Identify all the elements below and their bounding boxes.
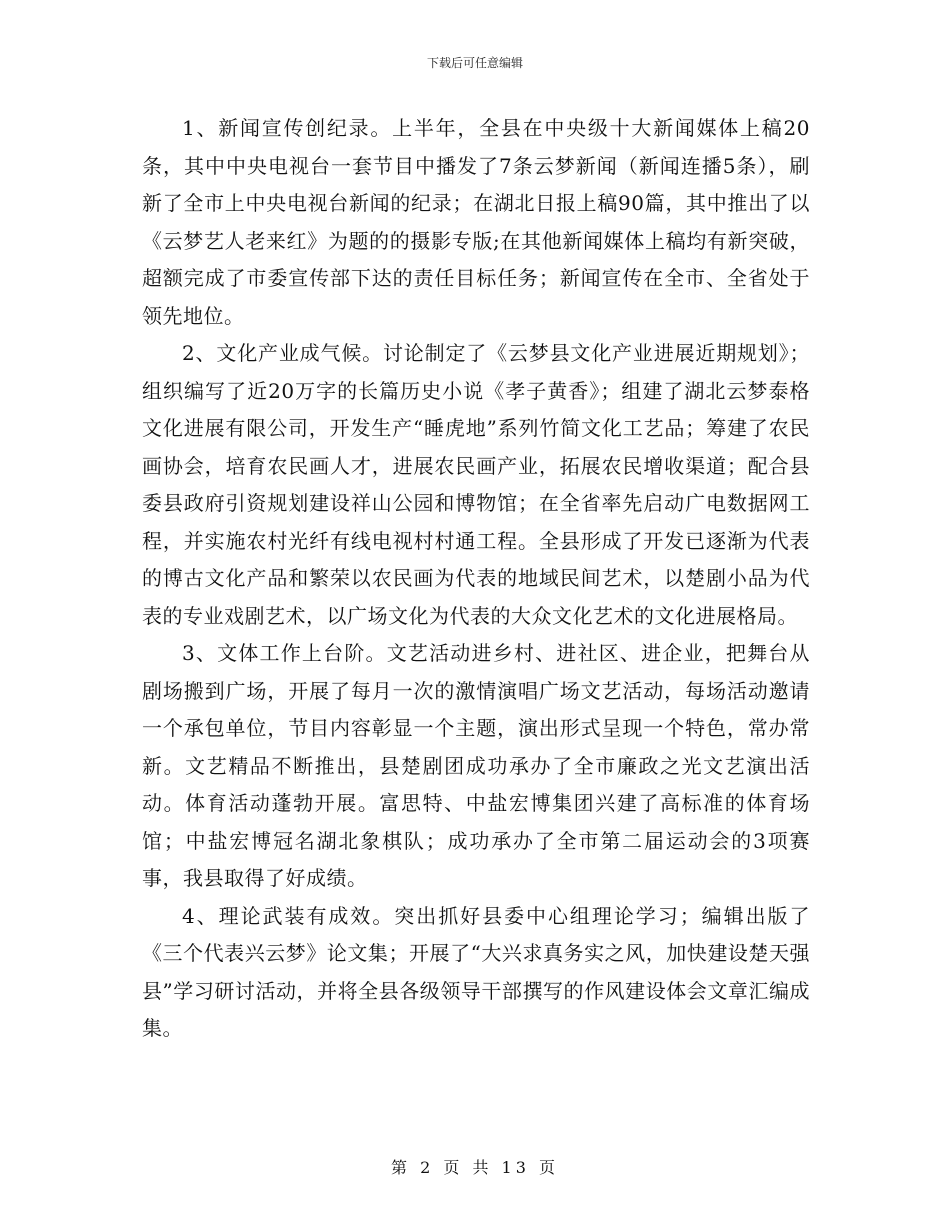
paragraph-cultural-industry: 2、文化产业成气候。讨论制定了《云梦县文化产业进展近期规划》；组织编写了近20万字的长篇历史小说《孝子黄香》；组建了湖北云梦泰格文化进展有限公司，开发生产“睡虎地”系列竹简文化工艺品；筹建了农民画协会，培育农民画人才，进展农民画产业，拓展农民增收渠道；配合县委县政府引资规划建设祥山公园和博物馆；在全省率先启动广电数据网工程，并实施农村光纤有线电视村村通工程。全县形成了开发已逐渐为代表的博古文化产品和繁荣以农民画为代表的地域民间艺术，以楚剧小品为代表的专业戏剧艺术，以广场文化为代表的大众文化艺术的文化进展格局。 [142, 341, 810, 628]
paragraph-culture-sports: 3、文体工作上台阶。文艺活动进乡村、进社区、进企业，把舞台从剧场搬到广场，开展了每月一次的激情演唱广场文艺活动，每场活动邀请一个承包单位，节目内容彰显一个主题，演出形式呈现一个特色，常办常新。文艺精品不断推出，县楚剧团成功承办了全市廉政之光文艺演出活动。体育活动蓬勃开展。富思特、中盐宏博集团兴建了高标准的体育场馆；中盐宏博冠名湖北象棋队；成功承办了全市第二届运动会的3项赛事，我县取得了好成绩。 [142, 641, 810, 890]
paragraph-theory-study: 4、理论武装有成效。突出抓好县委中心组理论学习；编辑出版了《三个代表兴云梦》论文集；开展了“大兴求真务实之风，加快建设楚天强县”学习研讨活动，并将全县各级领导干部撰写的作风建设体会文章汇编成集。 [142, 903, 810, 1040]
page-header-note: 下载后可任意编辑 [426, 56, 523, 70]
page-number: 第 2 页 共 13 页 [391, 1158, 559, 1177]
document-body [142, 110, 810, 1048]
paragraph-news-publicity: 1、新闻宣传创纪录。上半年，全县在中央级十大新闻媒体上稿20条，其中中央电视台一套节目中播发了7条云梦新闻（新闻连播5条），刷新了全市上中央电视台新闻的纪录；在湖北日报上稿90篇，其中推出了以《云梦艺人老来红》为题的的摄影专版;在其他新闻媒体上稿均有新突破，超额完成了市委宣传部下达的责任目标任务；新闻宣传在全市、全省处于领先地位。 [142, 116, 810, 328]
